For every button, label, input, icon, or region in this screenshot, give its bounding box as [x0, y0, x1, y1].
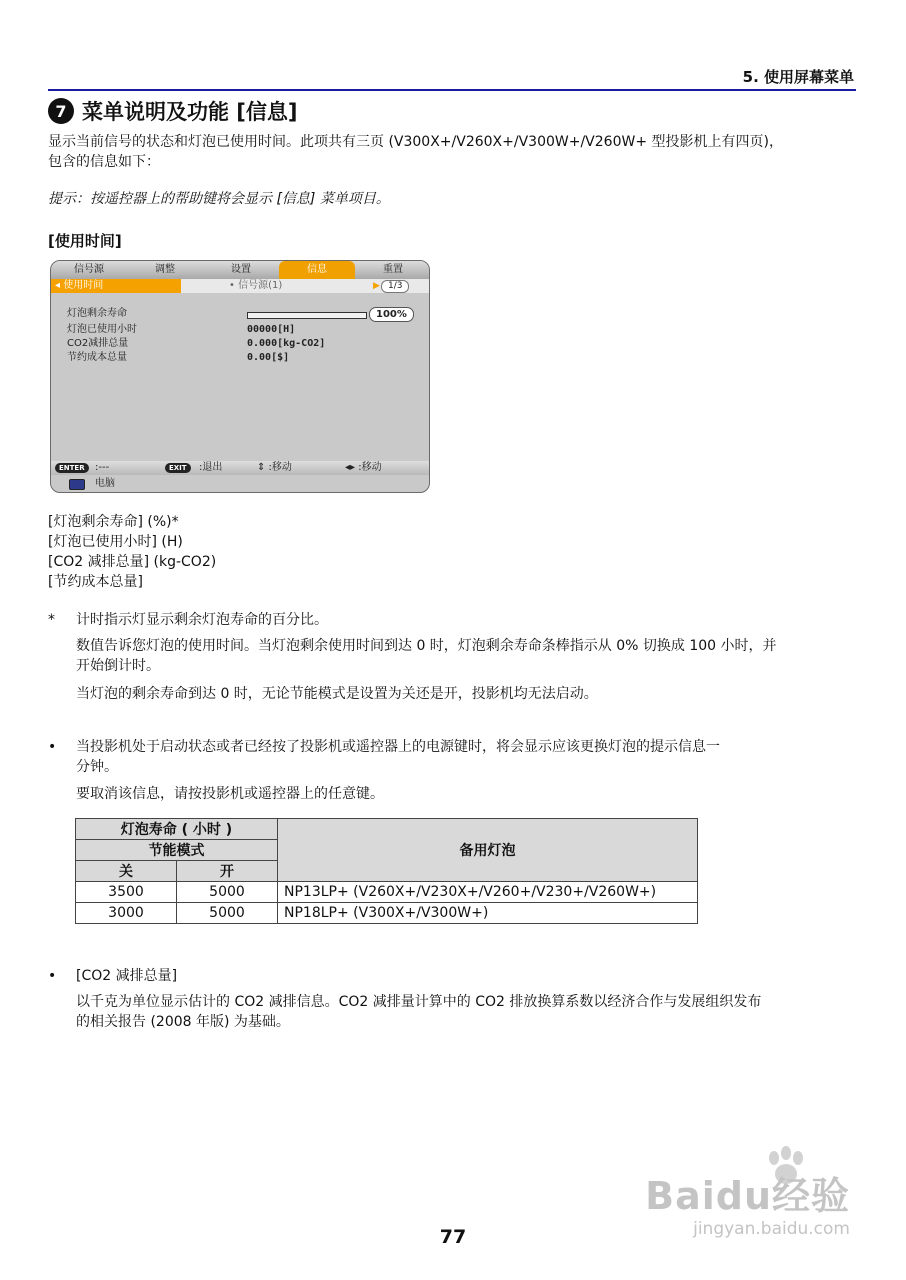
header-eco-on: 开 [177, 861, 278, 882]
bullet-1-line-1: 当投影机处于启动状态或者已经按了投影机或遥控器上的电源键时，将会显示应该更换灯泡的提示信息一 [76, 739, 720, 755]
bullet-2-text [76, 992, 862, 1032]
hint-text: 提示：按遥控器上的帮助键将会显示 [信息] 菜单项目。 [48, 191, 390, 207]
cell-lamp: NP13LP+ (V260X+/V230X+/V260+/V230+/V260W+) [278, 882, 698, 903]
bullet-2-dot: • [48, 968, 57, 984]
row-lamp-hours-value: 00000[H] [247, 324, 296, 335]
header-eco-off: 关 [76, 861, 177, 882]
info-menu-screenshot [50, 260, 430, 493]
footnote-para-2 [76, 636, 862, 676]
subheading-usage-time: [使用时间] [48, 232, 122, 250]
watermark-url: jingyan.baidu.com [693, 1219, 850, 1239]
enter-text: :--- [95, 462, 110, 473]
header-eco-mode: 节能模式 [76, 840, 278, 861]
bullet-1-line-2: 分钟。 [76, 759, 118, 775]
tab-source[interactable]: 信号源 [74, 264, 104, 275]
bullet-1-line-3: 要取消该信息，请按投影机或遥控器上的任意键。 [76, 786, 384, 802]
intro-line-2: 包含的信息如下： [48, 154, 160, 170]
intro-paragraph [48, 132, 860, 172]
page-indicator: 1/3 [381, 280, 409, 293]
tab-info[interactable]: 信息 [279, 261, 355, 279]
exit-text: :退出 [199, 462, 223, 473]
bullet-2-line-1: 以千克为单位显示估计的 CO2 减排信息。CO2 减排量计算中的 CO2 排放换算系数以经济合作与发展组织发布 [76, 994, 762, 1010]
subtab-usage-time[interactable]: ◂ 使用时间 [51, 279, 181, 293]
row-co2-value: 0.000[kg-CO2] [247, 338, 326, 349]
row-lamp-hours-label: 灯泡已使用小时 [67, 324, 137, 335]
list-item: [灯泡剩余寿命] (%)* [48, 514, 179, 530]
row-lamp-life-label: 灯泡剩余寿命 [67, 308, 127, 319]
header-spare-lamp: 备用灯泡 [278, 819, 698, 882]
lamp-life-percent: 100% [369, 307, 414, 322]
header-rule [48, 89, 856, 91]
watermark-brand: Baidu经验 [645, 1174, 850, 1218]
cell-lamp: NP18LP+ (V300X+/V300W+) [278, 903, 698, 924]
menu-footer [51, 461, 430, 475]
list-item: [CO2 减排总量] (kg-CO2) [48, 554, 217, 570]
cell-off: 3000 [76, 903, 177, 924]
header-lamp-life: 灯泡寿命 ( 小时 ) [76, 819, 278, 840]
bullet-2-title: [CO2 减排总量] [76, 968, 178, 984]
list-item: [节约成本总量] [48, 574, 143, 590]
menu-subtabs [51, 279, 430, 293]
cell-on: 5000 [177, 882, 278, 903]
cell-off: 3500 [76, 882, 177, 903]
footnote-para-2-line-2: 开始倒计时。 [76, 658, 160, 674]
cell-on: 5000 [177, 903, 278, 924]
lamp-life-table [75, 818, 698, 924]
footnote-para-3: 当灯泡的剩余寿命到达 0 时，无论节能模式是设置为关还是开，投影机均无法启动。 [76, 686, 598, 702]
source-name: 电脑 [95, 478, 115, 489]
pager-arrow-icon: ▶ [373, 281, 380, 291]
section-number-badge: 7 [48, 98, 74, 124]
tab-adjust[interactable]: 调整 [155, 264, 175, 275]
footnote-marker: * [48, 612, 55, 628]
source-bar [51, 475, 430, 493]
row-cost-value: 0.00[$] [247, 352, 290, 363]
menu-tabs [51, 261, 430, 279]
subtab-source-1[interactable]: • 信号源(1) [229, 280, 283, 291]
move-leftright-text: ◂▸ :移动 [345, 462, 382, 473]
intro-line-1: 显示当前信号的状态和灯泡已使用时间。此项共有三页 (V300X+/V260X+/V300W+/V260W+ 型投影机上有四页)， [48, 134, 783, 150]
section-heading [48, 96, 298, 126]
bullet-2-line-2: 的相关报告 (2008 年版) 为基础。 [76, 1014, 290, 1030]
bullet-1-dot: • [48, 739, 57, 755]
page-number: 77 [439, 1226, 467, 1248]
row-co2-label: CO2减排总量 [67, 338, 129, 349]
lamp-life-bar [247, 312, 367, 319]
enter-key: ENTER [55, 463, 89, 473]
bullet-1-text [76, 737, 862, 777]
table-row [76, 882, 698, 903]
table-row [76, 903, 698, 924]
footnote-line-1: 计时指示灯显示剩余灯泡寿命的百分比。 [76, 612, 328, 628]
tab-setup[interactable]: 设置 [231, 264, 251, 275]
exit-key: EXIT [165, 463, 191, 473]
section-title: 菜单说明及功能 [信息] [82, 100, 298, 124]
list-item: [灯泡已使用小时] (H) [48, 534, 183, 550]
info-item-list [48, 512, 216, 592]
chapter-title: 5. 使用屏幕菜单 [742, 68, 854, 86]
tab-reset[interactable]: 重置 [383, 264, 403, 275]
footnote-para-2-line-1: 数值告诉您灯泡的使用时间。当灯泡剩余使用时间到达 0 时，灯泡剩余寿命条棒指示从 0% 切换成 100 小时，并 [76, 638, 777, 654]
row-cost-label: 节约成本总量 [67, 352, 127, 363]
move-updown-text: ⇕ :移动 [257, 462, 292, 473]
computer-icon [69, 479, 85, 490]
